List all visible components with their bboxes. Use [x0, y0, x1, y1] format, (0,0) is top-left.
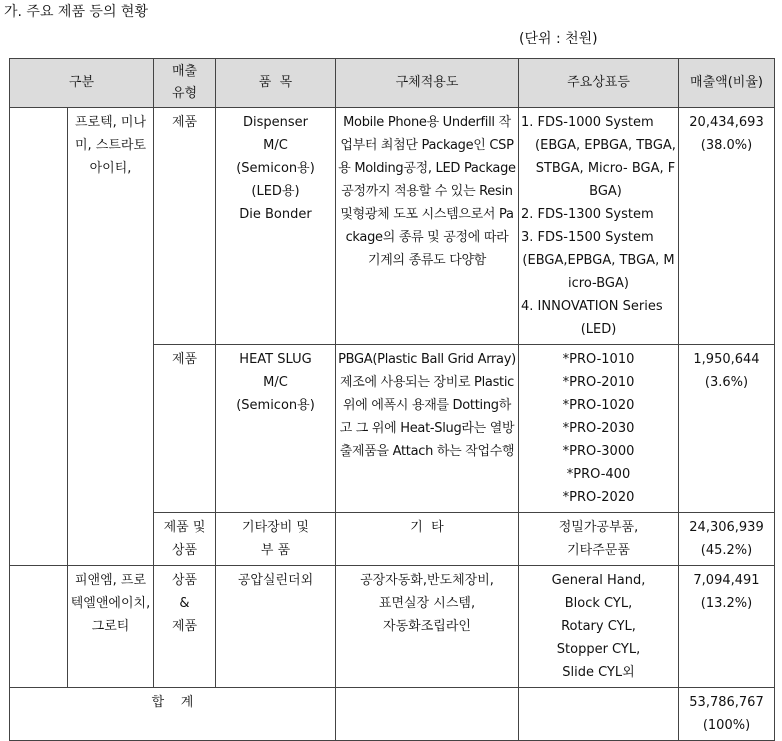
brand-cell — [519, 566, 679, 688]
type-cell — [154, 566, 216, 688]
header-sales: 매출액(비율) — [679, 59, 775, 108]
company-cell: 피앤엠, 프로텍엘앤에이치, 그로티 — [68, 566, 154, 688]
product-cell — [216, 566, 336, 688]
product-cell — [216, 345, 336, 513]
section-heading: 가. 주요 제품 등의 현황 — [4, 4, 148, 20]
unit-label: (단위 : 천원) — [519, 31, 598, 47]
brand-item: 기타주문품 — [567, 543, 630, 558]
type-cell: 제품 — [154, 108, 216, 345]
brand-item: Stopper CYL, — [556, 642, 641, 657]
product-cell — [216, 108, 336, 345]
product-line: M/C — [263, 375, 288, 390]
total-label: 합 계 — [10, 688, 336, 741]
usage-cell — [336, 566, 519, 688]
company-cell: 프로텍, 미나미, 스트라토아이티, — [68, 108, 154, 566]
sales-cell — [679, 513, 775, 566]
brand-item: 3. FDS-1500 System — [521, 230, 654, 245]
product-line: 부 품 — [260, 543, 291, 558]
brand-item: *PRO-2030 — [562, 421, 635, 436]
brand-cell — [519, 108, 679, 345]
sales-ratio: (3.6%) — [704, 375, 749, 390]
header-category: 구분 — [10, 59, 154, 108]
sales-cell — [679, 345, 775, 513]
table-row — [10, 566, 775, 688]
total-brand-empty — [519, 688, 679, 741]
brand-item: 4. INNOVATION Series — [521, 299, 663, 314]
products-table — [9, 58, 775, 741]
total-row — [10, 688, 775, 741]
brand-item: 정밀가공부품, — [558, 520, 639, 535]
total-sales-cell — [679, 688, 775, 741]
brand-item: *PRO-3000 — [562, 444, 635, 459]
brand-item: (EBGA, EPBGA, TBGA, STBGA, Micro- BGA, FBGA) — [535, 138, 676, 199]
header-usage: 구체적용도 — [336, 59, 519, 108]
type-line: 제품 — [171, 619, 198, 634]
usage-line: 자동화조립라인 — [383, 619, 471, 634]
product-line: Dispenser — [243, 115, 308, 130]
product-line: (Semicon용) — [236, 161, 315, 176]
usage-cell: 기 타 — [336, 513, 519, 566]
product-line: (LED용) — [251, 184, 300, 199]
header-sales-type — [154, 59, 216, 108]
header-sales-type-part: 매출 — [171, 64, 198, 79]
header-row — [10, 59, 775, 108]
brand-item: Rotary CYL, — [561, 619, 636, 634]
header-sales-type-text — [156, 61, 213, 105]
sales-amount: 20,434,693 — [689, 115, 764, 130]
brand-cell — [519, 345, 679, 513]
total-ratio: (100%) — [702, 718, 751, 733]
sales-cell — [679, 108, 775, 345]
product-line: 기타장비 및 — [242, 520, 309, 535]
sales-ratio: (45.2%) — [700, 543, 753, 558]
header-product: 품 목 — [216, 59, 336, 108]
type-cell: 제품 및 상품 — [154, 513, 216, 566]
sales-ratio: (38.0%) — [700, 138, 753, 153]
brand-item: *PRO-2020 — [562, 490, 635, 505]
product-line: HEAT SLUG — [239, 352, 312, 367]
sales-amount: 7,094,491 — [693, 573, 760, 588]
brand-item: 2. FDS-1300 System — [521, 207, 654, 222]
usage-line: 표면실장 시스템, — [378, 596, 476, 611]
brand-item: Slide CYL외 — [562, 665, 635, 680]
brand-item: *PRO-1010 — [562, 352, 635, 367]
product-line: Die Bonder — [239, 207, 312, 222]
brand-item: *PRO-1020 — [562, 398, 635, 413]
sales-amount: 1,950,644 — [693, 352, 760, 367]
brand-cell — [519, 513, 679, 566]
product-line: M/C — [263, 138, 288, 153]
total-usage-empty — [336, 688, 519, 741]
header-brand: 주요상표등 — [519, 59, 679, 108]
type-line: & — [179, 596, 190, 611]
brand-item: *PRO-2010 — [562, 375, 635, 390]
brand-item: (EBGA,EPBGA, TBGA, Micro-BGA) — [522, 253, 675, 291]
brand-item: Block CYL, — [564, 596, 633, 611]
brand-item: (LED) — [580, 322, 617, 337]
total-amount: 53,786,767 — [689, 695, 764, 710]
sales-ratio: (13.2%) — [700, 596, 753, 611]
product-line: (Semicon용) — [236, 398, 315, 413]
usage-cell: PBGA(Plastic Ball Grid Array)제조에 사용되는 장비로 Plastic 위에 에폭시 용재를 Dotting하고 그 위에 Heat-Slug라는 열방출제품을 Attach 하는 작업수행 — [336, 345, 519, 513]
usage-line: 공장자동화,반도체장비, — [360, 573, 494, 588]
blank-cell — [10, 108, 68, 566]
brand-item: 1. FDS-1000 System — [521, 115, 654, 130]
sales-amount: 24,306,939 — [689, 520, 764, 535]
blank-cell — [10, 566, 68, 688]
brand-item: General Hand, — [551, 573, 646, 588]
table-row — [10, 108, 775, 345]
product-line: 공압실린더외 — [237, 573, 314, 588]
header-sales-type-part: 유형 — [171, 86, 198, 101]
type-line: 상품 — [171, 573, 198, 588]
brand-item: *PRO-400 — [566, 467, 631, 482]
type-cell: 제품 — [154, 345, 216, 513]
product-cell — [216, 513, 336, 566]
usage-cell: Mobile Phone용 Underfill 작업부터 최첨단 Package인 CSP용 Molding공정, LED Package공정까지 적용할 수 있는 Resin및형광체 도포 시스템으로서 Package의 종류 및 공정에 따라 기계의 종류도 다양함 — [336, 108, 519, 345]
sales-cell — [679, 566, 775, 688]
